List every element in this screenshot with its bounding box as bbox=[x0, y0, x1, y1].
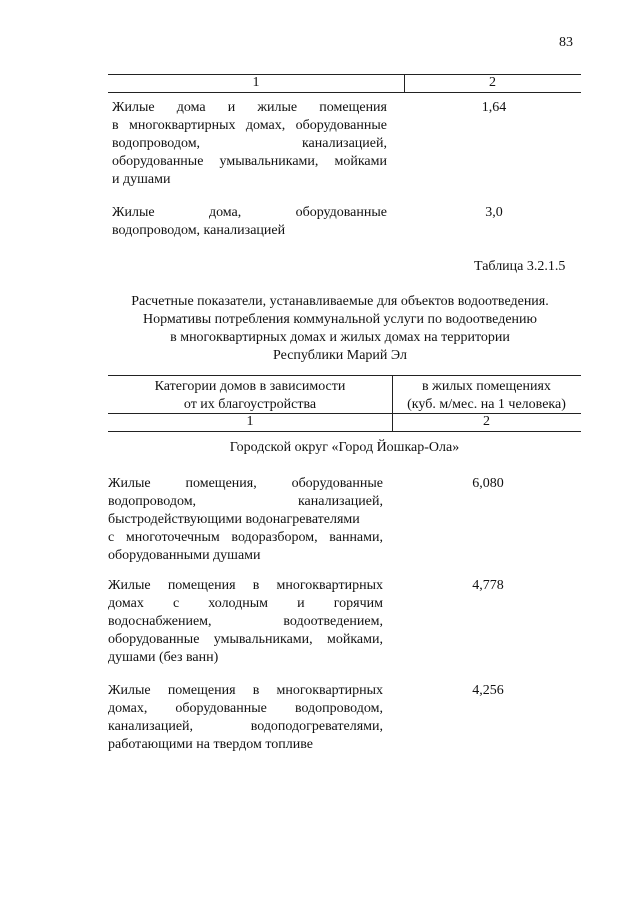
row-text-line: быстродействующими водонагревателями bbox=[108, 512, 360, 527]
row-value: 3,0 bbox=[485, 205, 503, 220]
col-number-1: 1 bbox=[246, 414, 254, 429]
row-text-line: водоснабжением, водоотведением, bbox=[108, 614, 383, 629]
header-line: Категории домов в зависимости bbox=[154, 379, 346, 394]
row-text-line: оборудованными душами bbox=[108, 548, 261, 563]
row-text-line: канализацией, водоподогревателями, bbox=[108, 719, 383, 734]
col-number-2: 2 bbox=[483, 414, 490, 429]
row-text-line: душами (без ванн) bbox=[108, 650, 219, 665]
header-line: в жилых помещениях bbox=[422, 379, 551, 394]
title-line: Расчетные показатели, устанавливаемые для объектов водоотведения. bbox=[131, 294, 549, 309]
table-header-rule bbox=[108, 92, 581, 93]
row-text-line: Жилые помещения в многоквартирных bbox=[108, 683, 383, 698]
row-text-line: оборудованные умывальниками, мойками, bbox=[108, 632, 383, 647]
row-text-line: с многоточечным водоразбором, ваннами, bbox=[108, 530, 383, 545]
row-text-line: Жилые дома и жилые помещения bbox=[112, 100, 387, 115]
col-number-2: 2 bbox=[489, 75, 496, 90]
row-value: 4,778 bbox=[472, 578, 504, 593]
row-text-line: домах с холодным и горячим bbox=[108, 596, 383, 611]
title-line: Республики Марий Эл bbox=[273, 348, 407, 363]
row-text-line: Жилые помещения в многоквартирных bbox=[108, 578, 383, 593]
col-number-rule bbox=[108, 431, 581, 432]
header-col-2 bbox=[392, 378, 581, 414]
row-text-line: домах, оборудованные водопроводом, bbox=[108, 701, 383, 716]
row-text-line: водопроводом, канализацией, bbox=[112, 136, 387, 151]
row-text-line: Жилые дома, оборудованные bbox=[112, 205, 387, 220]
row-text-line: в многоквартирных домах, оборудованные bbox=[112, 118, 387, 133]
row-value: 1,64 bbox=[481, 100, 507, 115]
row-text-line: оборудованные умывальниками, мойками bbox=[112, 154, 387, 169]
table-row bbox=[108, 577, 383, 667]
row-text-line: Жилые помещения, оборудованные bbox=[108, 476, 383, 491]
header-line: (куб. м/мес. на 1 человека) bbox=[407, 397, 566, 412]
table-row bbox=[112, 204, 387, 240]
header-col-1 bbox=[108, 378, 392, 414]
title-line: в многоквартирных домах и жилых домах на территории bbox=[170, 330, 510, 345]
row-text-line: водопроводом, канализацией bbox=[112, 223, 286, 238]
section-title: Городской округ «Город Йошкар-Ола» bbox=[229, 440, 460, 455]
header-line: от их благоустройства bbox=[183, 397, 317, 412]
table-title bbox=[60, 293, 620, 365]
row-value: 6,080 bbox=[472, 476, 504, 491]
table-label: Таблица 3.2.1.5 bbox=[474, 259, 566, 274]
row-text-line: и душами bbox=[112, 172, 171, 187]
row-value: 4,256 bbox=[472, 683, 504, 698]
row-text-line: водопроводом, канализацией, bbox=[108, 494, 383, 509]
table-row bbox=[112, 99, 387, 189]
table-row bbox=[108, 475, 383, 565]
col-number-1: 1 bbox=[252, 75, 260, 90]
row-text-line: работающими на твердом топливе bbox=[108, 737, 313, 752]
page-number: 83 bbox=[559, 35, 573, 50]
table-row bbox=[108, 682, 383, 754]
title-line: Нормативы потребления коммунальной услуги по водоотведению bbox=[142, 312, 537, 327]
table-top-rule bbox=[108, 375, 581, 376]
